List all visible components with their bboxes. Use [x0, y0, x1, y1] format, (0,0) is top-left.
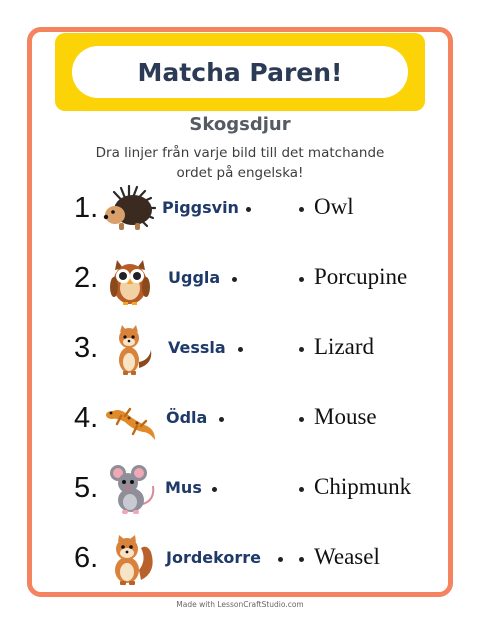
swedish-word: Jordekorre	[166, 548, 261, 567]
instructions-line-1: Dra linjer från varje bild till det matchande	[95, 145, 385, 161]
match-row-3	[0, 320, 480, 380]
footer-credit: Made with LessonCraftStudio.com	[176, 600, 304, 609]
left-connector-dot[interactable]	[232, 277, 237, 282]
chipmunk-icon	[103, 534, 157, 586]
english-word: Weasel	[314, 544, 380, 569]
swedish-word: Vessla	[168, 338, 226, 357]
english-word: Owl	[314, 194, 354, 219]
hedgehog-icon	[103, 184, 157, 236]
right-connector-dot[interactable]	[299, 417, 304, 422]
weasel-icon	[103, 324, 157, 376]
item-number: 1.	[74, 192, 99, 224]
swedish-word: Mus	[165, 478, 202, 497]
instructions	[70, 143, 410, 183]
english-word: Porcupine	[314, 264, 408, 289]
lizard-icon	[103, 394, 157, 446]
right-connector-dot[interactable]	[299, 277, 304, 282]
page-title: Matcha Paren!	[72, 46, 408, 98]
item-number: 5.	[74, 472, 99, 504]
instructions-line-2: ordet på engelska!	[176, 165, 304, 181]
item-number: 6.	[74, 542, 99, 574]
match-row-6	[0, 530, 480, 590]
item-number: 2.	[74, 262, 99, 294]
swedish-word: Piggsvin	[162, 198, 239, 217]
english-word: Lizard	[314, 334, 375, 359]
match-row-2	[0, 250, 480, 310]
mouse-icon	[103, 464, 157, 516]
right-connector-dot[interactable]	[299, 557, 304, 562]
left-connector-dot[interactable]	[219, 417, 224, 422]
left-connector-dot[interactable]	[278, 557, 283, 562]
worksheet-subtitle: Skogsdjur	[189, 114, 291, 135]
english-word: Chipmunk	[314, 474, 412, 499]
match-row-1	[0, 180, 480, 240]
match-row-4	[0, 390, 480, 450]
left-connector-dot[interactable]	[246, 207, 251, 212]
item-number: 4.	[74, 402, 99, 434]
swedish-word: Ödla	[166, 408, 208, 427]
left-connector-dot[interactable]	[212, 487, 217, 492]
right-connector-dot[interactable]	[299, 207, 304, 212]
right-connector-dot[interactable]	[299, 347, 304, 352]
swedish-word: Uggla	[168, 268, 221, 287]
item-number: 3.	[74, 332, 99, 364]
english-word: Mouse	[314, 404, 377, 429]
match-row-5	[0, 460, 480, 520]
left-connector-dot[interactable]	[238, 347, 243, 352]
owl-icon	[103, 254, 157, 306]
right-connector-dot[interactable]	[299, 487, 304, 492]
